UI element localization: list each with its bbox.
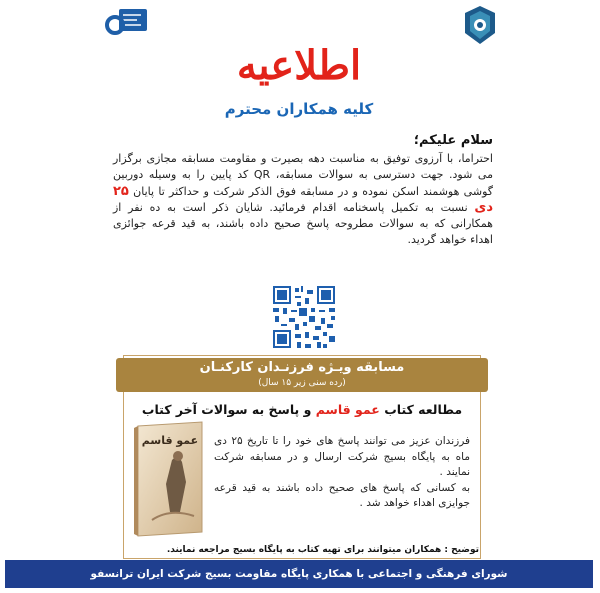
announcement-body [113,133,493,248]
company-logo-icon [105,7,149,37]
deadline-highlight: ۲۵ دی [113,183,493,215]
children-contest-box [123,355,481,559]
contest-description [214,434,470,512]
contest-banner [116,358,488,392]
description-paragraph-1: فرزندان عزیز می توانند پاسخ های خود را تا تاریخ ۲۵ دی ماه به پایگاه بسیج شرکت ارسال و در مسابقه شرکت نمایند . [214,435,471,478]
announcement-paragraph-2: نسبت به تکمیل پاسخنامه اقدام فرمائید. شایان ذکر است به ده نفر از همکارانی که به سوالات مطروحه پاسخ صحیح داده باشند، به قید قرعه جوائزی اهداء خواهد گردید. [113,200,493,247]
qr-code-icon[interactable] [271,284,337,350]
page-title: اطلاعیه [236,42,362,89]
book-cover-image [132,420,206,538]
book-name: عمو قاسم [315,402,380,417]
book-heading-after: و پاسخ به سوالات آخر کتاب [141,402,312,417]
announcement-poster [5,5,593,588]
book-heading [124,402,480,417]
basij-emblem-icon [462,5,498,45]
announcement-text [113,151,493,248]
banner-title: مسابقه ویـژه فرزنـدان کارکنـان [199,360,405,375]
footer-banner: شورای فرهنگی و اجتماعی با همکاری پایگاه مقاومت بسیج شرکت ایران ترانسفو [5,560,593,588]
banner-subtitle: (رده سنی زیر ۱۵ سال) [258,378,346,388]
greeting: سلام علیکم؛ [413,133,493,148]
note-text: توضیح : همکاران میتوانند برای تهیه کتاب به پایگاه بسیج مراجعه نمایند. [166,545,479,555]
description-paragraph-2: به کسانی که پاسخ های صحیح داده باشند به قید قرعه جوایزی اهداء خواهد شد . [214,481,470,509]
page-subtitle: کلیه همکاران محترم [224,100,374,118]
announcement-paragraph-1: احتراما، با آرزوی توفیق به مناسبت دهه بصیرت و مقاومت مسابقه مجازی برگزار می شود. جهت دسترسی به سوالات مسابقه، QR کد پایین را به وسیله دوربین گوشی هوشمند اسکن نموده و در مسابقه فوق الذکر شرکت و حداکثر تا پایان [113,152,493,198]
book-cover-title: عمو قاسم [141,434,199,447]
book-heading-before: مطالعه کتاب [384,402,463,417]
